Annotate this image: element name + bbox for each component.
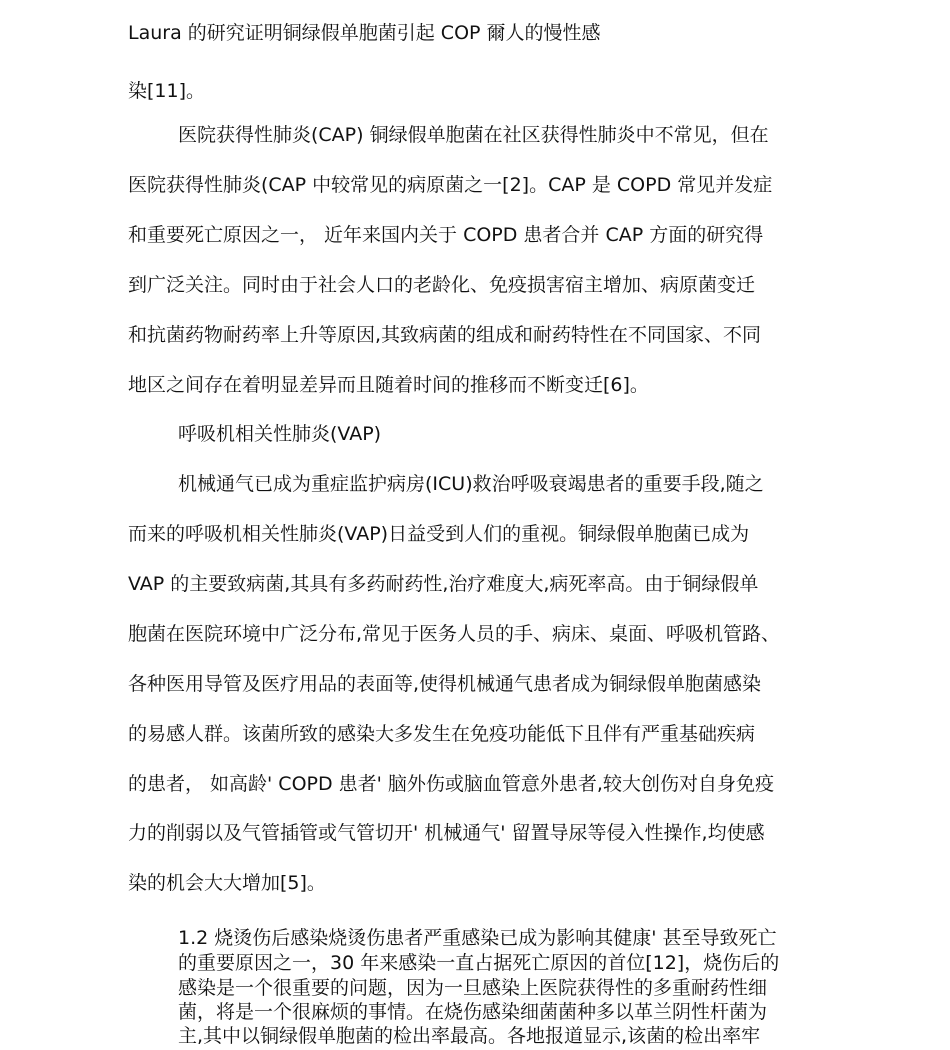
- text-line: 和重要死亡原因之一， 近年来国内关于 COPD 患者合并 CAP 方面的研究得: [128, 224, 764, 246]
- text-line: 而来的呼吸机相关性肺炎(VAP)日益受到人们的重视。铜绿假单胞菌已成为: [128, 523, 750, 545]
- text-line: 主,其中以铜绿假单胞菌的检出率最高。各地报道显示,该菌的检出率牢: [178, 1025, 761, 1047]
- text-line: 到广泛关注。同时由于社会人口的老龄化、免疫损害宿主增加、病原菌变迁: [128, 274, 756, 296]
- text-line: VAP 的主要致病菌,其具有多药耐药性,治疗难度大,病死率高。由于铜绿假单: [128, 573, 759, 595]
- section-heading: 呼吸机相关性肺炎(VAP): [178, 423, 382, 445]
- text-line: 医院获得性肺炎(CAP) 铜绿假单胞菌在社区获得性肺炎中不常见，但在: [178, 124, 769, 146]
- text-line: 医院获得性肺炎(CAP 中较常见的病原菌之一[2]。CAP 是 COPD 常见并发症: [128, 174, 773, 196]
- text-line: 染的机会大大增加[5]。: [128, 872, 326, 894]
- text-line: 染[11]。: [128, 80, 206, 102]
- text-line: Laura 的研究证明铜绿假单胞菌引起 COP 爾人的慢性感: [128, 22, 601, 44]
- text-line: 的患者， 如高龄' COPD 患者' 脑外伤或脑血管意外患者,较大创伤对自身免疫: [128, 773, 774, 795]
- text-line: 1.2 烧烫伤后感染烧烫伤患者严重感染已成为影响其健康' 甚至导致死亡: [178, 927, 777, 949]
- text-line: 各种医用导管及医疗用品的表面等,使得机械通气患者成为铜绿假单胞菌感染: [128, 673, 762, 695]
- text-line: 地区之间存在着明显差异而且随着时间的推移而不断变迁[6]。: [128, 374, 649, 396]
- text-line: 机械通气已成为重症监护病房(ICU)救治呼吸衰竭患者的重要手段,随之: [178, 473, 764, 495]
- text-line: 胞菌在医院环境中广泛分布,常见于医务人员的手、病床、桌面、呼吸机管路、: [128, 623, 781, 645]
- text-line: 感染是一个很重要的问题，因为一旦感染上医院获得性的多重耐药性细: [178, 977, 768, 999]
- text-line: 的重要原因之一，30 年来感染一直占据死亡原因的首位[12]，烧伤后的: [178, 952, 780, 974]
- text-line: 菌，将是一个很麻烦的事情。在烧伤感染细菌菌种多以革兰阴性杆菌为: [178, 1001, 768, 1023]
- text-line: 和抗菌药物耐药率上升等原因,其致病菌的组成和耐药特性在不同国家、不同: [128, 324, 762, 346]
- text-line: 的易感人群。该菌所致的感染大多发生在免疫功能低下且伴有严重基础疾病: [128, 723, 756, 745]
- text-line: 力的削弱以及气管插管或气管切开' 机械通气' 留置导尿等侵入性操作,均使感: [128, 822, 765, 844]
